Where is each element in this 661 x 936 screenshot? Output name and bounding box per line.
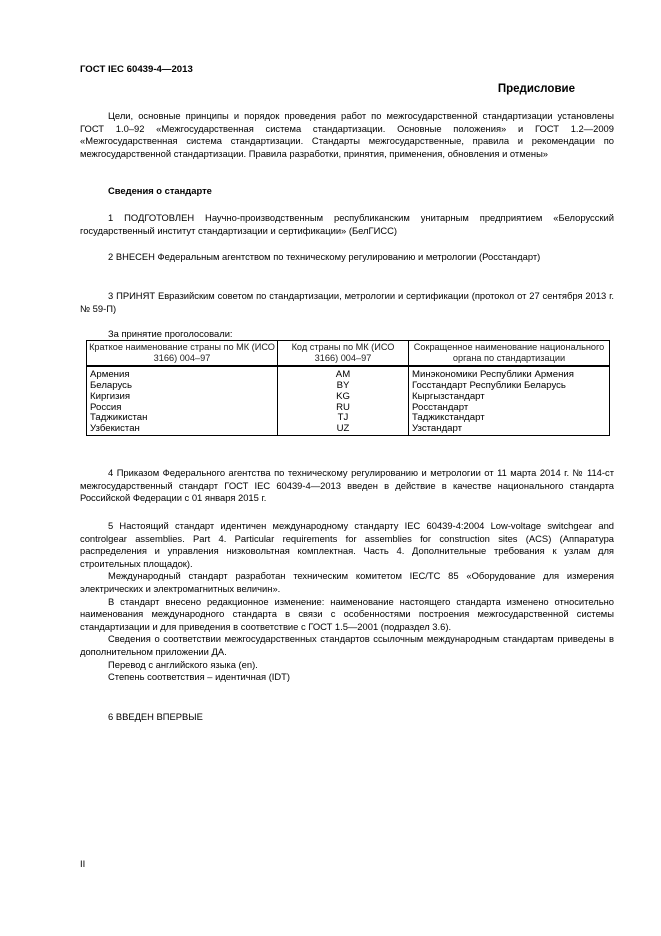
cell-code: RU <box>278 403 409 414</box>
item-5-paragraph: 5 Настоящий стандарт идентичен международному стандарту IEC 60439-4:2004 Low-voltage switchgear and controlgear assemblies. Part 4. Particular requirements for assemblies for construction sites (ACS) (Аппаратура распределения и управления низковольтная комплектная. Часть 4. Дополнительные требования к узлам для строительных площадок). <box>80 520 614 569</box>
cell-code: AM <box>278 366 409 381</box>
item-5-section <box>80 520 614 684</box>
cell-country: Киргизия <box>87 392 278 403</box>
cell-country: Армения <box>87 366 278 381</box>
cell-body: Кыргызстандарт <box>409 392 610 403</box>
vote-caption: За принятие проголосовали: <box>108 328 233 339</box>
cell-body: Росстандарт <box>409 403 610 414</box>
title-text: Предисловие <box>497 83 575 95</box>
table-row <box>87 392 610 403</box>
item-6-paragraph: 6 ВВЕДЕН ВПЕРВЫЕ <box>108 711 203 722</box>
page-title <box>0 83 661 96</box>
item-5-references-paragraph: Сведения о соответствии межгосударственных стандартов ссылочным международным стандартам приведены в дополнительном приложении ДА. <box>80 633 614 657</box>
cell-country: Узбекистан <box>87 424 278 435</box>
column-header-country: Краткое наименование страны по МК (ИСО 3166) 004–97 <box>87 341 278 367</box>
voting-table <box>86 340 610 436</box>
item-5-change-paragraph: В стандарт внесено редакционное изменение: наименование настоящего стандарта изменено относительно наименования международного стандарта в связи с особенностями построения межгосударственной системы стандартизации и для приведения в соответствие с ГОСТ 1.5—2001 (подраздел 3.6). <box>80 595 614 632</box>
cell-code: UZ <box>278 424 409 435</box>
item-5-translation-line: Перевод с английского языка (en). <box>108 658 258 670</box>
item-2-paragraph: 2 ВНЕСЕН Федеральным агентством по техническому регулированию и метрологии (Росстандарт) <box>108 251 541 262</box>
table-row <box>87 403 610 414</box>
cell-code: KG <box>278 392 409 403</box>
item-5-developer-paragraph: Международный стандарт разработан техническим комитетом IEC/TC 85 «Оборудование для измерения электрических и электромагнитных величин». <box>80 570 614 594</box>
cell-body: Минэкономики Республики Армения <box>409 366 610 381</box>
intro-paragraph: Цели, основные принципы и порядок проведения работ по межгосударственной стандартизации установлены ГОСТ 1.0–92 «Межгосударственная система стандартизации. Основные положения» и ГОСТ 1.2—2009 «Межгосударственная система стандартизации. Стандарты межгосударственные, правила и рекомендации по межгосударственной стандартизации. Правила разработки, принятия, применения, обновления и отмены» <box>80 110 614 159</box>
item-3-paragraph: 3 ПРИНЯТ Евразийским советом по стандартизации, метрологии и сертификации (протокол от 27 сентября 2013 г. № 59-П) <box>80 290 614 314</box>
document-header: ГОСТ IEC 60439-4—2013 <box>80 64 193 75</box>
table-header-row <box>87 341 610 367</box>
table-row <box>87 366 610 381</box>
column-header-body: Сокращенное наименование национального органа по стандартизации <box>409 341 610 367</box>
cell-code: TJ <box>278 413 409 424</box>
item-1-paragraph: 1 ПОДГОТОВЛЕН Научно-производственным республиканским унитарным предприятием «Белорусский государственный институт стандартизации и сертификации» (БелГИСС) <box>80 212 614 236</box>
item-4-paragraph: 4 Приказом Федерального агентства по техническому регулированию и метрологии от 11 марта 2014 г. № 114-ст межгосударственный стандарт ГОСТ IEC 60439-4—2013 введен в действие в качестве национального стандарта Российской Федерации с 01 января 2015 г. <box>80 467 614 504</box>
cell-body: Госстандарт Республики Беларусь <box>409 381 610 392</box>
page-number: II <box>80 858 86 869</box>
cell-code: BY <box>278 381 409 392</box>
item-5-conformity-line: Степень соответствия – идентичная (IDT) <box>108 671 291 683</box>
cell-country: Беларусь <box>87 381 278 392</box>
cell-country: Таджикистан <box>87 413 278 424</box>
section-heading: Сведения о стандарте <box>108 185 212 196</box>
cell-country: Россия <box>87 403 278 414</box>
cell-body: Узстандарт <box>409 424 610 435</box>
column-header-code: Код страны по МК (ИСО 3166) 004–97 <box>278 341 409 367</box>
cell-body: Таджикстандарт <box>409 413 610 424</box>
table-row <box>87 424 610 435</box>
